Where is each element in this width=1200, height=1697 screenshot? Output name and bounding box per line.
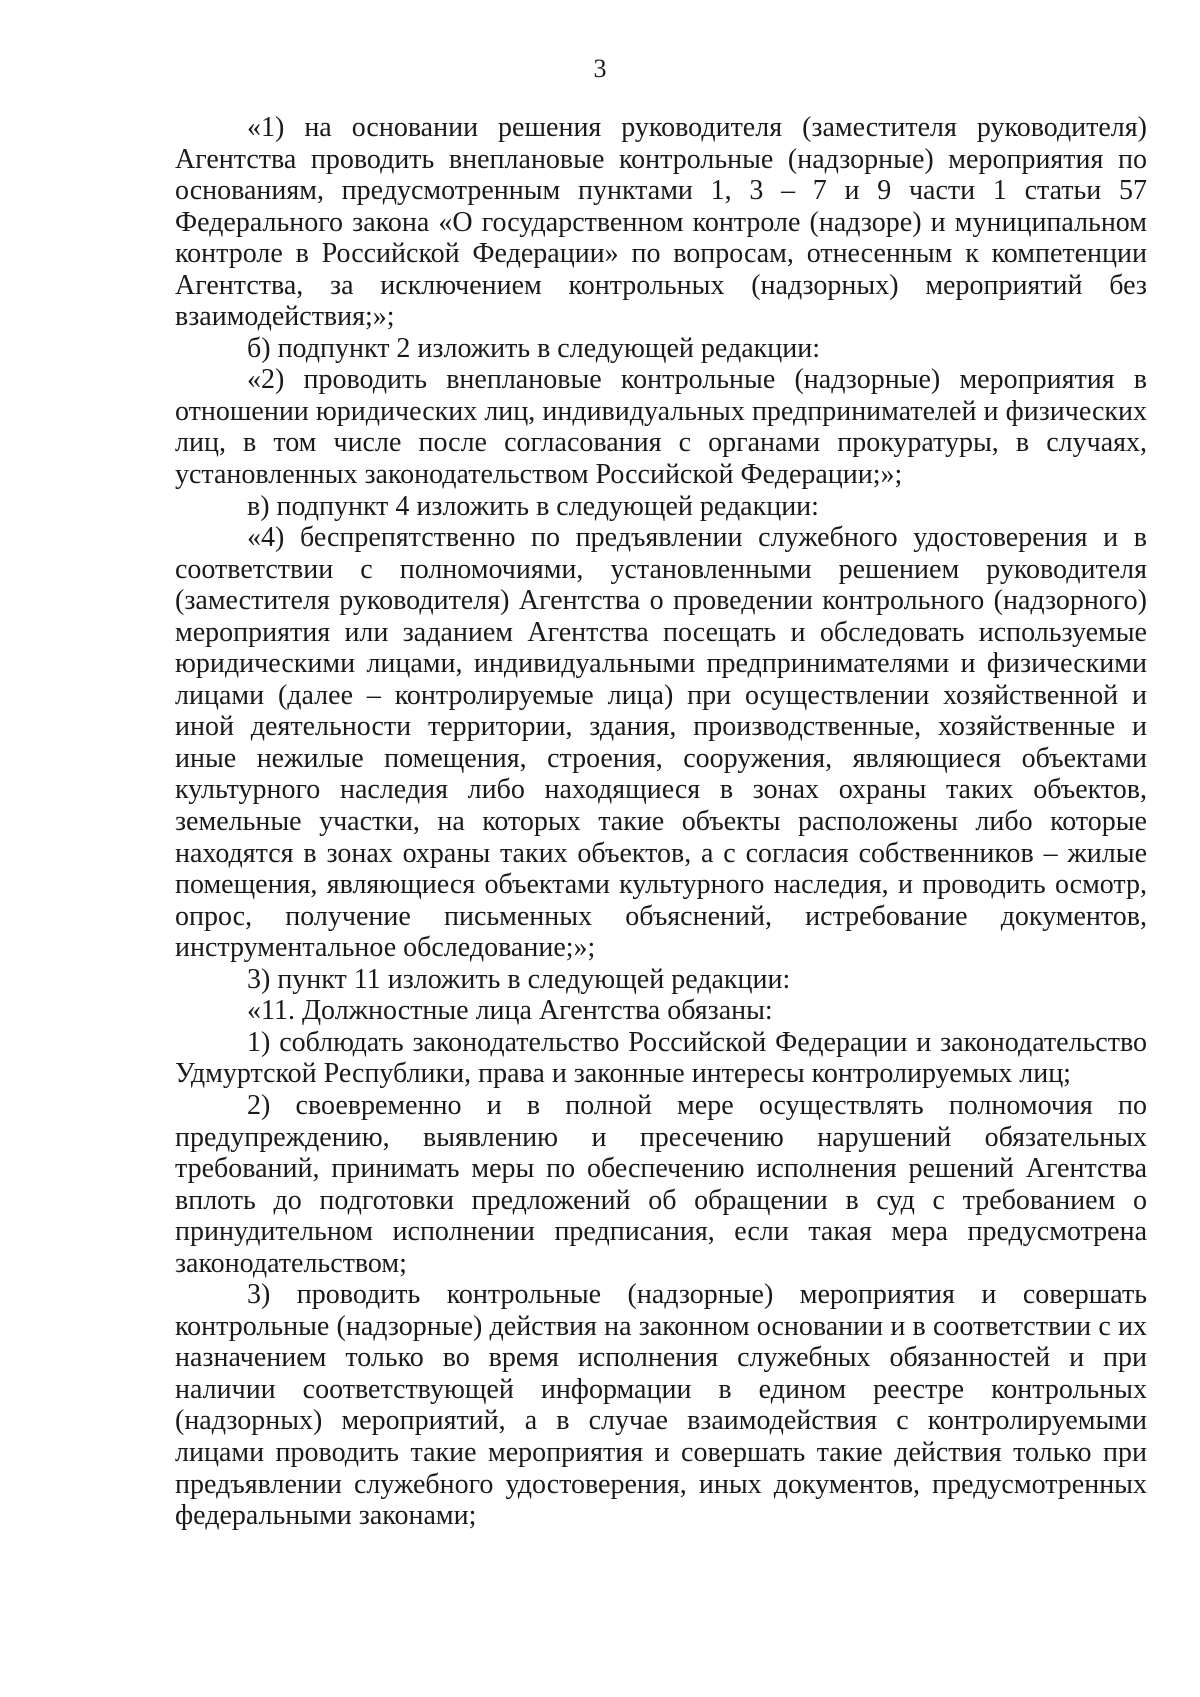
paragraph-3-item-11: 3) пункт 11 изложить в следующей редакции:: [247, 963, 791, 995]
paragraph-v-subitem-4: в) подпункт 4 изложить в следующей редакции:: [247, 490, 819, 522]
paragraph-duty-1-comply-legislation: 1) соблюдать законодательство Российской Федерации и законодательство Удмуртской Республики, права и законные интересы контролируемых лиц;: [175, 1026, 1147, 1090]
paragraph-b-subitem-2: б) подпункт 2 изложить в следующей редакции:: [247, 332, 820, 364]
page-number: 3: [593, 54, 607, 83]
paragraph-1-1-unscheduled-inspections: «1) на основании решения руководителя (заместителя руководителя) Агентства проводить внеплановые контрольные (надзорные) мероприятия по основаниям, предусмотренным пунктами 1, 3 – 7 и 9 части 1 статьи 57 Федерального закона «О государственном контроле (надзоре) и муниципальном контроле в Российской Федерации» по вопросам, отнесенным к компетенции Агентства, за исключением контрольных (надзорных) мероприятий без взаимодействия;»;: [175, 112, 1147, 333]
paragraph-2-unscheduled-measures: «2) проводить внеплановые контрольные (надзорные) мероприятия в отношении юридических лиц, индивидуальных предпринимателей и физических лиц, в том числе после согласования с органами прокуратуры, в случаях, установленных законодательством Российской Федерации;»;: [175, 364, 1147, 491]
document-body: [175, 112, 1147, 1532]
paragraph-duty-2-exercise-powers: 2) своевременно и в полной мере осуществлять полномочия по предупреждению, выявлению и пресечению нарушений обязательных требований, принимать меры по обеспечению исполнения решений Агентства вплоть до подготовки предложений об обращении в суд с требованием о принудительном исполнении предписания, если такая мера предусмотрена законодательством;: [175, 1089, 1147, 1279]
paragraph-duty-3-conduct-measures: 3) проводить контрольные (надзорные) мероприятия и совершать контрольные (надзорные) действия на законном основании и в соответствии с их назначением только во время исполнения служебных обязанностей и при наличии соответствующей информации в едином реестре контрольных (надзорных) мероприятий, а в случае взаимодействия с контролируемыми лицами проводить такие мероприятия и совершать такие действия только при предъявлении служебного удостоверения, иных документов, предусмотренных федеральными законами;: [175, 1279, 1147, 1532]
paragraph-4-access-rights: «4) беспрепятственно по предъявлении служебного удостоверения и в соответствии с полномочиями, установленными решением руководителя (заместителя руководителя) Агентства о проведении контрольного (надзорного) мероприятия или заданием Агентства посещать и обследовать используемые юридическими лицами, индивидуальными предпринимателями и физическими лицами (далее – контролируемые лица) при осуществлении хозяйственной и иной деятельности территории, здания, производственные, хозяйственные и иные нежилые помещения, строения, сооружения, являющиеся объектами культурного наследия либо находящиеся в зонах охраны таких объектов, земельные участки, на которых такие объекты расположены либо которые находятся в зонах охраны таких объектов, а с согласия собственников – жилые помещения, являющиеся объектами культурного наследия, и проводить осмотр, опрос, получение письменных объяснений, истребование документов, инструментальное обследование;»;: [175, 522, 1147, 964]
paragraph-11-officials-obliged: «11. Должностные лица Агентства обязаны:: [247, 995, 773, 1027]
